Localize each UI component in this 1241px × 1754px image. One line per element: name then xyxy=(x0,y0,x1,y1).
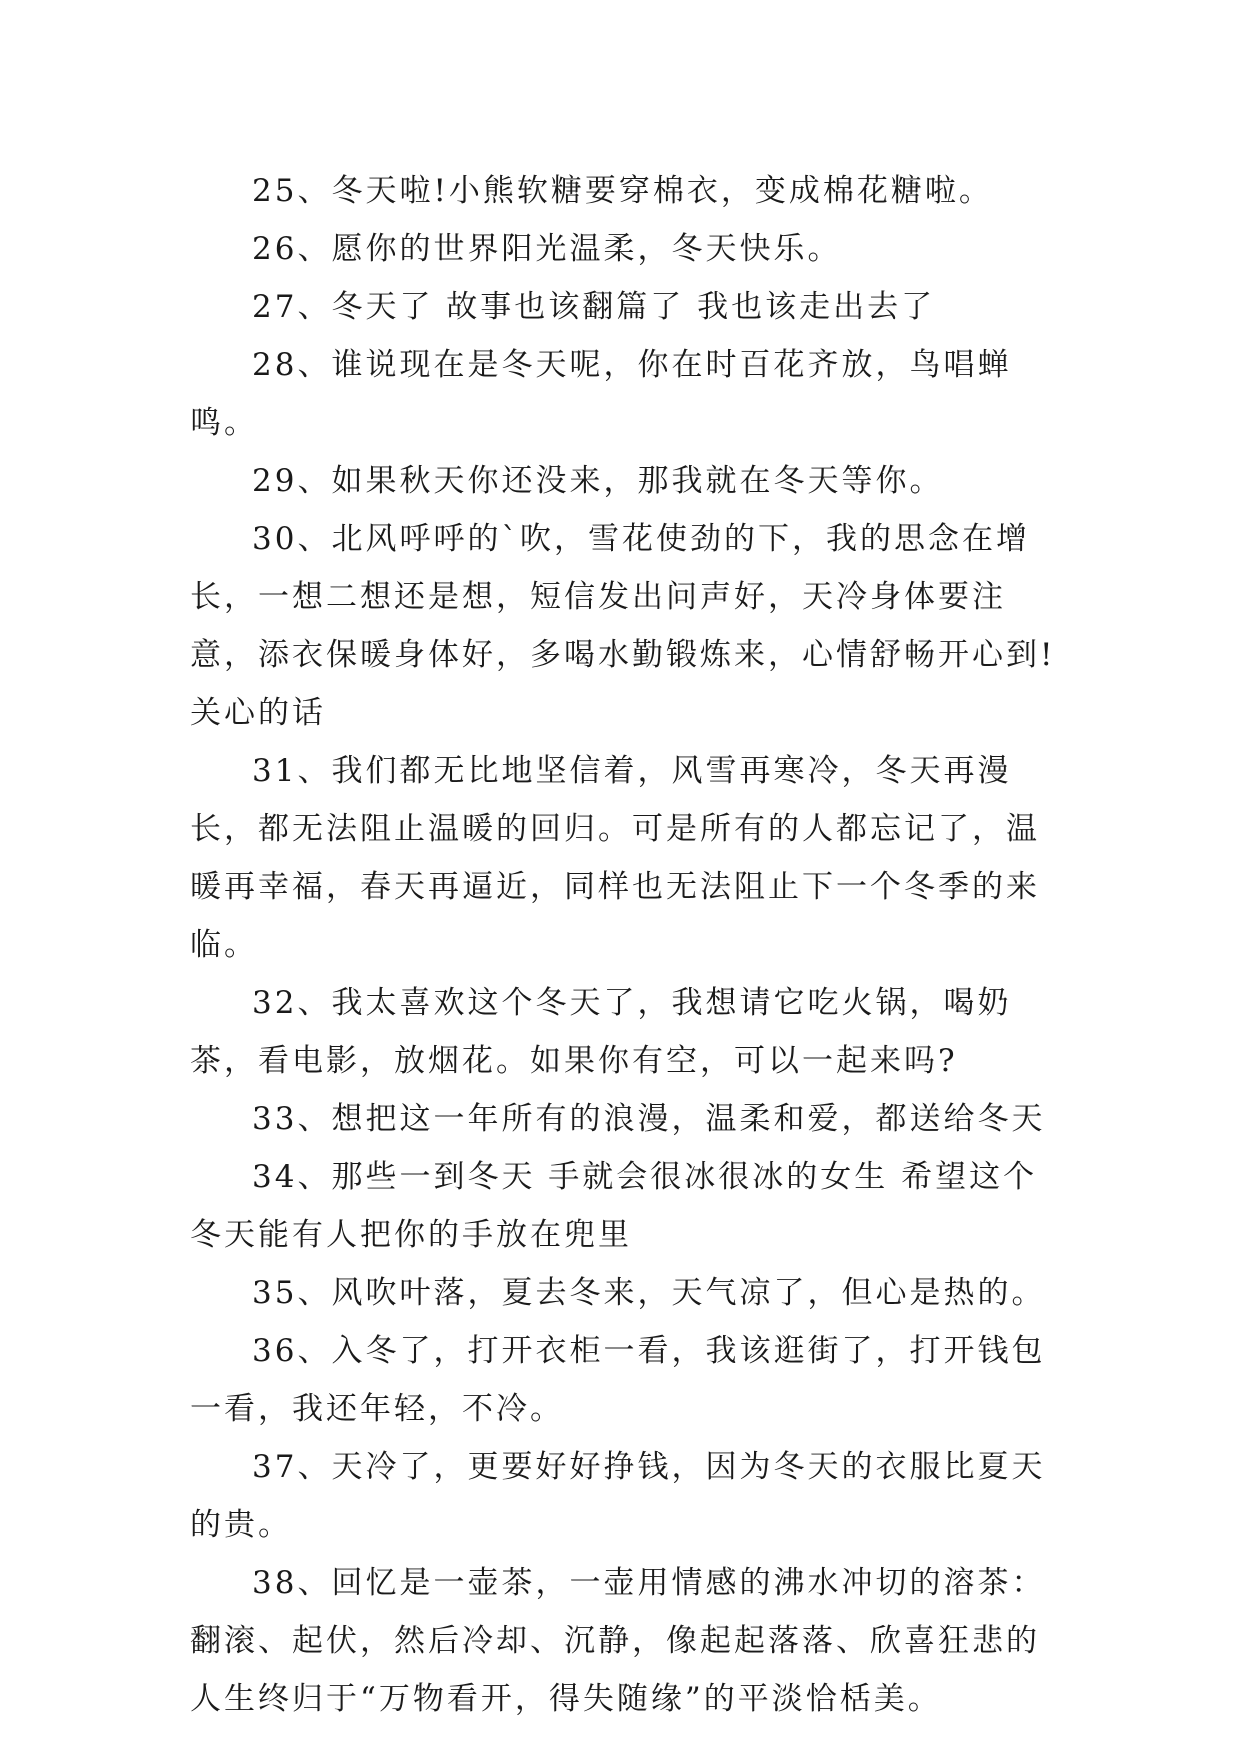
paragraph-37: 37、天冷了，更要好好挣钱，因为冬天的衣服比夏天的贵。 xyxy=(190,1449,1046,1543)
paragraph-26: 26、愿你的世界阳光温柔，冬天快乐。 xyxy=(252,231,842,267)
paragraph-38: 38、回忆是一壶茶，一壶用情感的沸水冲切的溶茶：翻滚、起伏，然后冷却、沉静，像起起落落、欣喜狂悲的人生终归于“万物看开，得失随缘”的平淡恰栝美。 xyxy=(190,1565,1046,1717)
paragraph-28: 28、谁说现在是冬天呢，你在时百花齐放，鸟唱蝉鸣。 xyxy=(190,347,1012,441)
paragraph-27: 27、冬天了 故事也该翻篇了 我也该走出去了 xyxy=(252,289,936,325)
document-body xyxy=(190,162,1070,1728)
paragraph-29: 29、如果秋天你还没来，那我就在冬天等你。 xyxy=(252,463,944,499)
paragraph-25: 25、冬天啦!小熊软糖要穿棉衣，变成棉花糖啦。 xyxy=(252,173,993,209)
paragraph-33: 33、想把这一年所有的浪漫，温柔和爱，都送给冬天 xyxy=(252,1101,1046,1137)
paragraph-35: 35、风吹叶落，夏去冬来，天气凉了，但心是热的。 xyxy=(252,1275,1046,1311)
paragraph-36: 36、入冬了，打开衣柜一看，我该逛街了，打开钱包一看，我还年轻，不冷。 xyxy=(190,1333,1046,1427)
paragraph-31: 31、我们都无比地坚信着，风雪再寒冷，冬天再漫长，都无法阻止温暖的回归。可是所有的人都忘记了，温暖再幸福，春天再逼近，同样也无法阻止下一个冬季的来临。 xyxy=(190,753,1040,963)
paragraph-32: 32、我太喜欢这个冬天了，我想请它吃火锅，喝奶茶，看电影，放烟花。如果你有空，可以一起来吗? xyxy=(190,985,1012,1079)
paragraph-30: 30、北风呼呼的`吹，雪花使劲的下，我的思念在增长，一想二想还是想，短信发出问声好，天冷身体要注意，添衣保暖身体好，多喝水勤锻炼来，心情舒畅开心到!关心的话 xyxy=(190,521,1056,731)
paragraph-34: 34、那些一到冬天 手就会很冰很冰的女生 希望这个冬天能有人把你的手放在兜里 xyxy=(190,1159,1038,1253)
